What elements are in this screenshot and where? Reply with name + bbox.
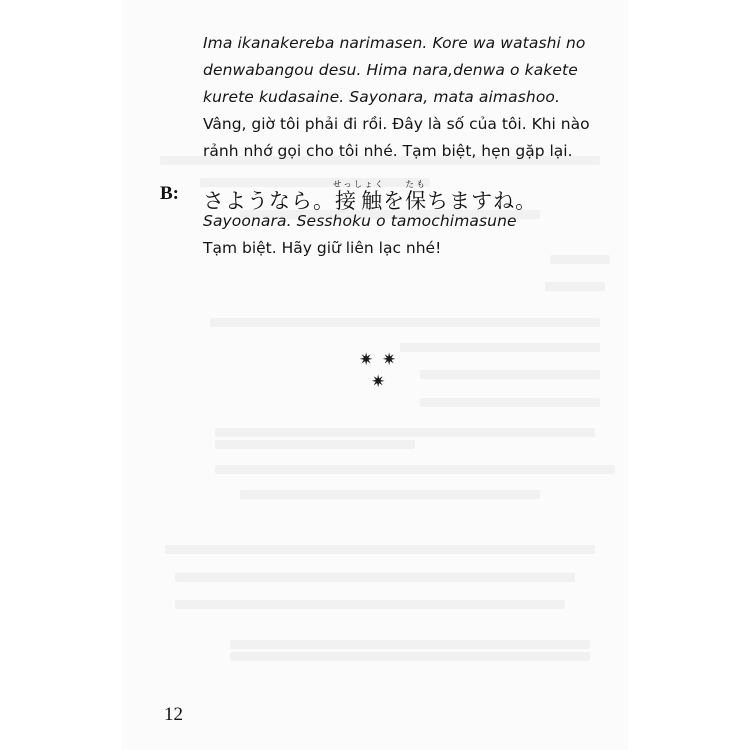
japanese-particle: を — [383, 189, 406, 213]
romaji-line: kurete kudasaine. Sayonara, mata aimashoo. — [203, 88, 561, 106]
romaji-line: Ima ikanakereba narimasen. Kore wa watashi no — [203, 34, 586, 52]
romaji-line: denwabangou desu. Hima nara,denwa o kakete — [203, 61, 578, 79]
asterisk-icon: ✷ — [371, 372, 386, 392]
speaker-label-b: B: — [160, 183, 179, 204]
speaker-b-vietnamese: Tạm biệt. Hãy giữ liên lạc nhé! — [203, 239, 442, 257]
asterisk-icon: ✷ — [382, 350, 397, 370]
japanese-line-b — [203, 180, 537, 215]
japanese-prefix: さようなら。 — [203, 189, 335, 213]
japanese-suffix: ちますね。 — [427, 189, 538, 213]
page-number: 12 — [164, 704, 183, 725]
ruby-tamo: 保たも — [405, 180, 428, 213]
asterism-separator — [357, 352, 397, 394]
furigana: せっしょく — [332, 180, 386, 190]
vietnamese-line: Vâng, giờ tôi phải đi rồi. Đây là số của tôi. Khi nào — [203, 115, 590, 133]
speaker-b-romaji: Sayoonara. Sesshoku o tamochimasune — [203, 212, 517, 230]
asterisk-icon: ✷ — [359, 350, 374, 370]
furigana: たも — [405, 180, 428, 190]
vietnamese-line: rảnh nhớ gọi cho tôi nhé. Tạm biệt, hẹn gặp lại. — [203, 142, 573, 160]
ruby-sesshoku: 接触せっしょく — [332, 180, 386, 213]
